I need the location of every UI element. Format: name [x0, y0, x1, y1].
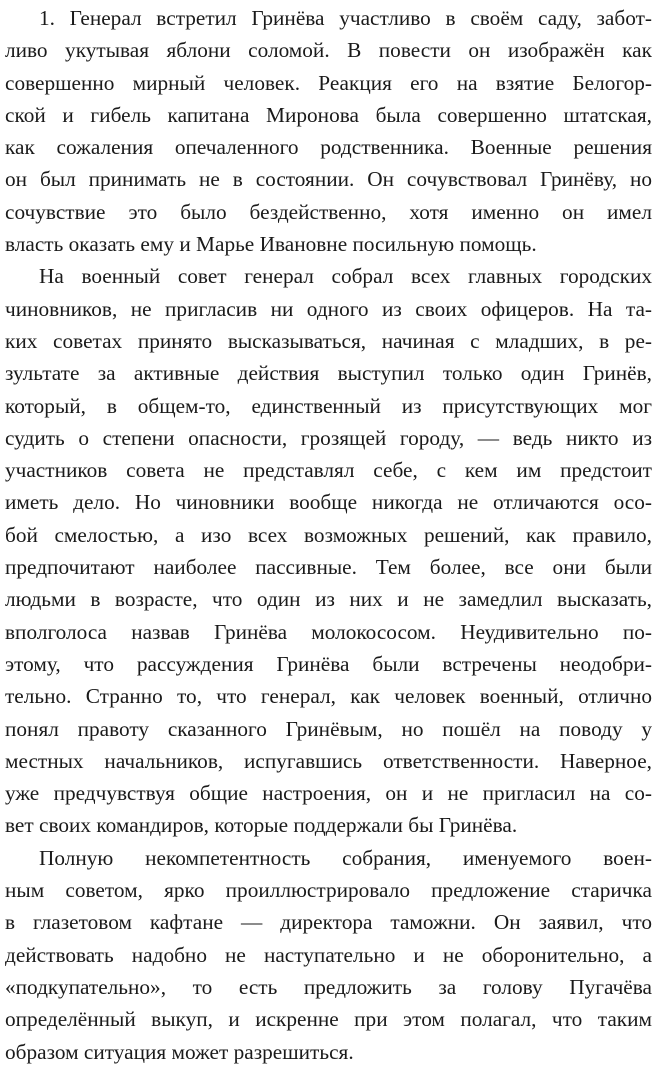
- paragraph-2: [5, 260, 652, 841]
- text-line: ской и гибель капитана Миронова была совершенно штатская,: [5, 102, 652, 127]
- text-line: ливо укутывая яблони соломой. В повести он изображён как: [5, 38, 652, 63]
- text-line: иметь дело. Но чиновники вообще никогда не отличаются осо-: [5, 490, 652, 515]
- text-line: ным советом, ярко проиллюстрировало предложение старичка: [5, 878, 652, 903]
- text-line: бой смелостью, а изо всех возможных решений, как правило,: [5, 522, 652, 547]
- text-line: который, в общем-то, единственный из присутствующих мог: [5, 393, 652, 418]
- text-line: тельно. Странно то, что генерал, как человек военный, отлично: [5, 684, 652, 709]
- text-line: предпочитают наиболее пассивные. Тем более, все они были: [5, 555, 652, 580]
- paragraph-3: [5, 842, 652, 1068]
- text-line: в глазетовом кафтане — директора таможни. Он заявил, что: [5, 910, 652, 935]
- text-line: как сожаления опечаленного родственника. Военные решения: [5, 135, 652, 160]
- text-line: совершенно мирный человек. Реакция его на взятие Белогор-: [5, 70, 652, 95]
- text-line: определённый выкуп, и искренне при этом полагал, что таким: [5, 1007, 652, 1032]
- text-line: чиновников, не пригласив ни одного из своих офицеров. На та-: [5, 296, 652, 321]
- text-line: действовать надобно не наступательно и не оборонительно, а: [5, 942, 652, 967]
- text-line: На военный совет генерал собрал всех главных городских: [39, 264, 652, 289]
- text-line: людьми в возрасте, что один из них и не замедлил высказать,: [5, 587, 652, 612]
- text-line: образом ситуация может разрешиться.: [5, 1039, 354, 1064]
- text-line: вполголоса назвав Гринёва молокососом. Неудивительно по-: [5, 619, 652, 644]
- text-line: уже предчувствуя общие настроения, он и не пригласил на со-: [5, 781, 652, 806]
- text-line: понял правоту сказанного Гринёвым, но пошёл на поводу у: [5, 716, 652, 741]
- text-line: участников совета не представлял себе, с кем им предстоит: [5, 458, 652, 483]
- text-line: сочувствие это было бездейственно, хотя именно он имел: [5, 199, 652, 224]
- text-line: зультате за активные действия выступил только один Гринёв,: [5, 361, 652, 386]
- text-line: 1. Генерал встретил Гринёва участливо в своём саду, забот-: [39, 6, 652, 30]
- text-line: он был принимать не в состоянии. Он сочувствовал Гринёву, но: [5, 167, 652, 192]
- text-line: Полную некомпетентность собрания, именуемого воен-: [39, 845, 652, 870]
- text-line: вет своих командиров, которые поддержали бы Гринёва.: [5, 813, 518, 838]
- paragraph-1: [5, 2, 652, 260]
- document-page: [5, 2, 652, 1068]
- text-line: местных начальников, испугавшись ответственности. Наверное,: [5, 748, 652, 773]
- text-line: этому, что рассуждения Гринёва были встречены неодобри-: [5, 651, 652, 676]
- text-line: власть оказать ему и Марье Ивановне посильную помощь.: [5, 232, 537, 257]
- text-line: ких советах принято высказываться, начиная с младших, в ре-: [5, 328, 652, 353]
- text-line: судить о степени опасности, грозящей городу, — ведь никто из: [5, 425, 652, 450]
- text-line: «подкупательно», то есть предложить за голову Пугачёва: [5, 974, 652, 999]
